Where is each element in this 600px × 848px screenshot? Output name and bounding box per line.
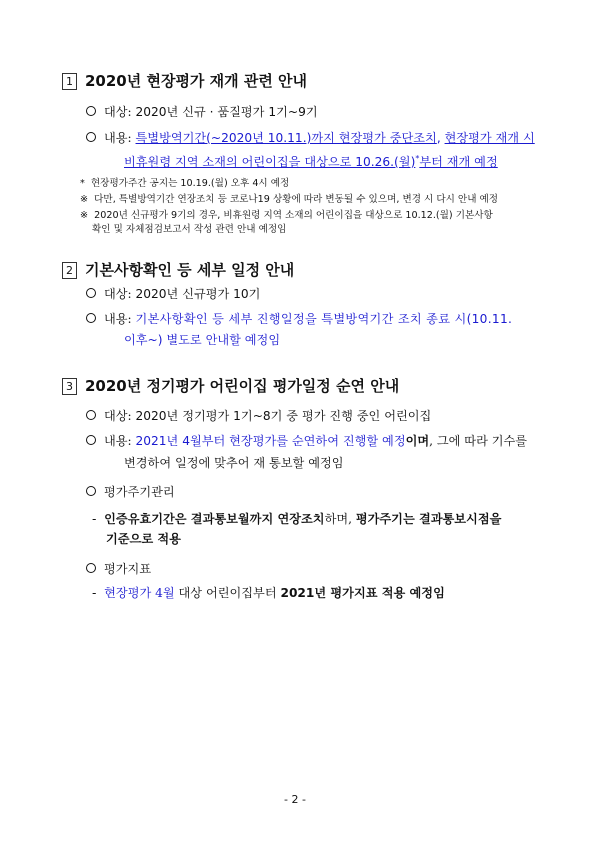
circle-bullet-icon (86, 132, 96, 142)
section-2-content-line1: 내용: 기본사항확인 등 세부 진행일정을 특별방역기간 조치 종료 시(10.11. (86, 311, 512, 327)
cycle-management-line1: - 인증유효기간은 결과통보월까지 연장조치하며, 평가주기는 결과통보시점을 (92, 512, 502, 526)
note-3-cont: 확인 및 자체점검보고서 작성 관련 안내 예정임 (92, 224, 287, 235)
section-3-title: 3 2020년 정기평가 어린이집 평가일정 순연 안내 (62, 375, 399, 396)
note-3: ※ 2020년 신규평가 9기의 경우, 비휴원령 지역 소재의 어린이집을 대상으로 10.12.(월) 기본사항 (80, 210, 493, 221)
section-3-content-line2: 변경하여 일정에 맞추어 재 통보할 예정임 (124, 456, 344, 470)
section-3-target: 대상: 2020년 정기평가 1기~8기 중 평가 진행 중인 어린이집 (86, 408, 431, 424)
circle-bullet-icon (86, 435, 96, 445)
circle-bullet-icon (86, 410, 96, 420)
circle-bullet-icon (86, 486, 96, 496)
page-number: - 2 - (284, 793, 306, 806)
circle-bullet-icon (86, 313, 96, 323)
section-2-title: 2 기본사항확인 등 세부 일정 안내 (62, 259, 294, 280)
section-1-target: 대상: 2020년 신규 · 품질평가 1기~9기 (86, 104, 318, 120)
cycle-management-heading: 평가주기관리 (86, 484, 175, 500)
section-2-content-line2: 이후~) 별도로 안내할 예정임 (124, 333, 281, 347)
circle-bullet-icon (86, 106, 96, 116)
section-1-title: 1 2020년 현장평가 재개 관련 안내 (62, 70, 307, 91)
section-number-box: 3 (62, 378, 77, 395)
cycle-management-line2: 기준으로 적용 (106, 532, 181, 546)
section-number-box: 2 (62, 262, 77, 279)
note-2: ※ 다만, 특별방역기간 연장조치 등 코로나19 상황에 따라 변동될 수 있으며, 변경 시 다시 안내 예정 (80, 194, 499, 205)
note-1: * 현장평가주간 공지는 10.19.(월) 오후 4시 예정 (80, 178, 290, 189)
indicator-heading: 평가지표 (86, 561, 151, 577)
circle-bullet-icon (86, 288, 96, 298)
section-1-content-line2: 비휴원령 지역 소재의 어린이집을 대상으로 10.26.(월)*부터 재개 예정 (124, 154, 498, 170)
circle-bullet-icon (86, 563, 96, 573)
section-number-box: 1 (62, 73, 77, 90)
section-2-target: 대상: 2020년 신규평가 10기 (86, 286, 260, 302)
indicator-line: - 현장평가 4월 대상 어린이집부터 2021년 평가지표 적용 예정임 (92, 586, 445, 600)
section-3-content-line1: 내용: 2021년 4월부터 현장평가를 순연하여 진행할 예정이며, 그에 따라 기수를 (86, 433, 527, 449)
section-1-content-line1: 내용: 특별방역기간(~2020년 10.11.)까지 현장평가 중단조치, 현장평가 재개 시 (86, 130, 535, 146)
